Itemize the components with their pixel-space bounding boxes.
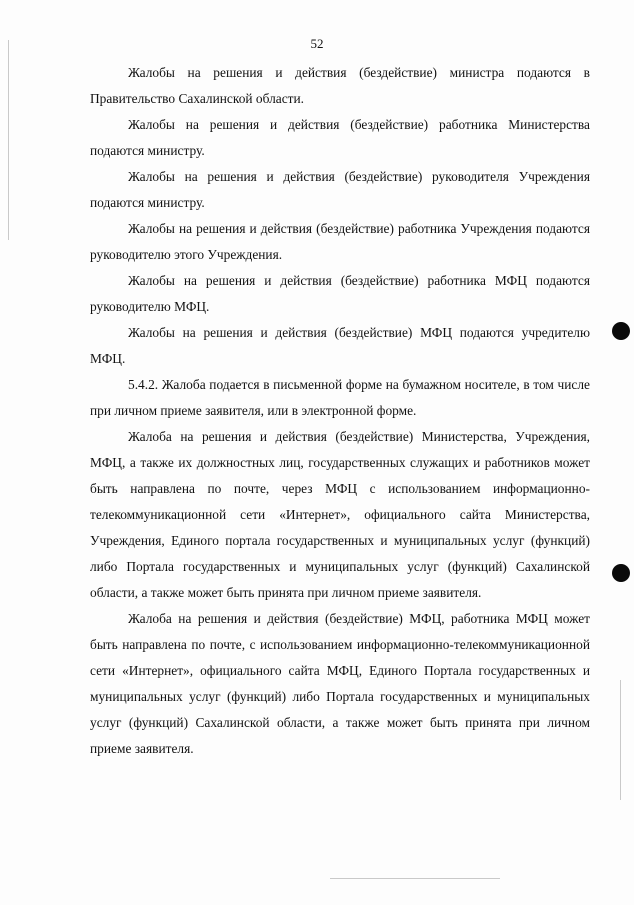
body-text (90, 60, 590, 762)
paragraph: Жалоба на решения и действия (бездействие) МФЦ, работника МФЦ может быть направлена по почте, с использованием информационно-телекоммуникационной сети «Интернет», официального сайта МФЦ, Единого Портала государственных и муниципальных услуг (функций) либо Портала государственных и муниципальных услуг (функций) Сахалинской области, а также может быть принята при личном приеме заявителя. (90, 611, 590, 756)
paragraph: Жалобы на решения и действия (бездействие) МФЦ подаются учредителю МФЦ. (90, 325, 590, 366)
scan-edge-line (620, 680, 621, 800)
paragraph: Жалобы на решения и действия (бездействие) руководителя Учреждения подаются министру. (90, 169, 590, 210)
punch-hole-icon (612, 564, 630, 582)
paragraph: Жалобы на решения и действия (бездействие) работника Министерства подаются министру. (90, 117, 590, 158)
paragraph: Жалобы на решения и действия (бездействие) работника Учреждения подаются руководителю этого Учреждения. (90, 221, 590, 262)
paragraph: Жалобы на решения и действия (бездействие) работника МФЦ подаются руководителю МФЦ. (90, 273, 590, 314)
paragraph: 5.4.2. Жалоба подается в письменной форме на бумажном носителе, в том числе при личном приеме заявителя, или в электронной форме. (90, 377, 590, 418)
paragraph: Жалобы на решения и действия (бездействие) министра подаются в Правительство Сахалинской области. (90, 65, 590, 106)
page-number: 52 (310, 36, 324, 51)
scan-edge-line (330, 878, 500, 879)
paragraph: Жалоба на решения и действия (бездействие) Министерства, Учреждения, МФЦ, а также их должностных лиц, государственных служащих и работников может быть направлена по почте, через МФЦ с использованием информационно-телекоммуникационной сети «Интернет», официального сайта Министерства, Учреждения, Единого портала государственных и муниципальных услуг (функций) либо Портала государственных и муниципальных услуг (функций) Сахалинской области, а также может быть принята при личном приеме заявителя. (90, 429, 590, 600)
scan-edge-line (8, 40, 9, 240)
punch-hole-icon (612, 322, 630, 340)
